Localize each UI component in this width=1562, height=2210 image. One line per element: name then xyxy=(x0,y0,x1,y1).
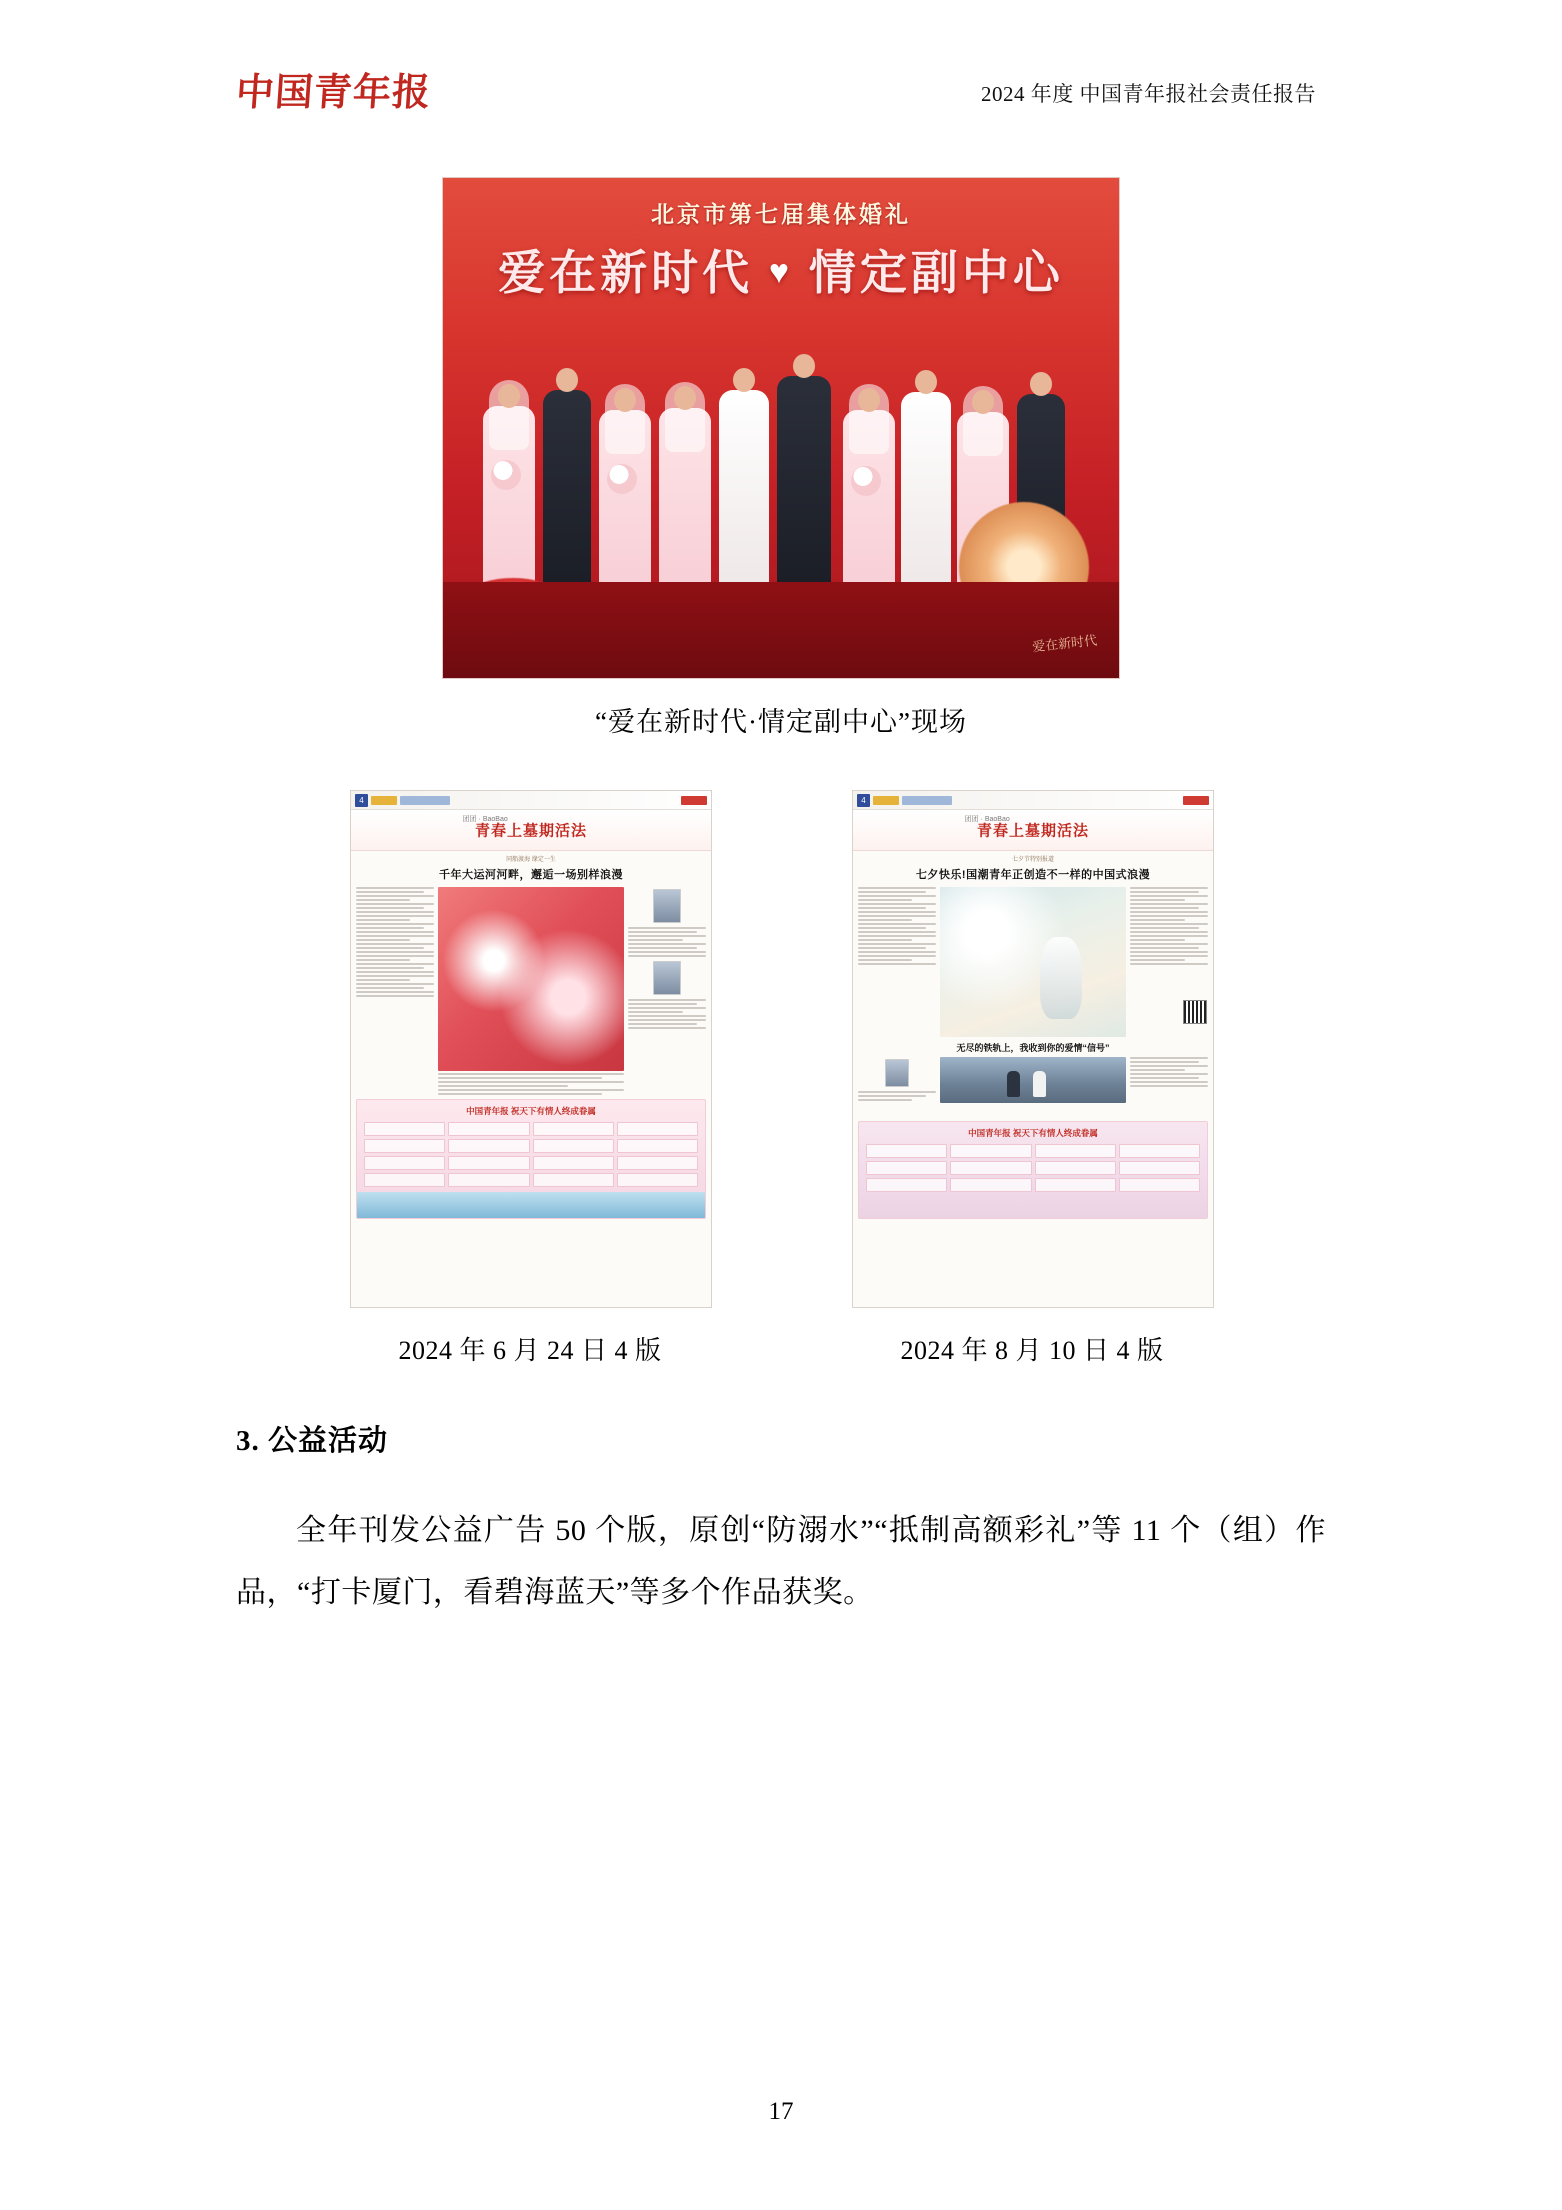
stage-floor xyxy=(443,582,1119,678)
newspaper-page-badge: 4 xyxy=(857,794,870,807)
ad-cell xyxy=(364,1122,445,1136)
page-number: 17 xyxy=(768,2098,794,2125)
bouquet-shape xyxy=(491,460,521,490)
newspaper-kicker: 七夕节特别报道 xyxy=(1011,857,1054,863)
ad-cell xyxy=(1119,1178,1200,1192)
photo-banner-title: 北京市第七届集体婚礼 xyxy=(651,202,911,227)
newspaper-headline: 千年大运河河畔，邂逅一场别样浪漫 xyxy=(439,869,623,881)
ad-cell xyxy=(950,1161,1031,1175)
newspaper-hero-image xyxy=(940,887,1127,1037)
photo-figure xyxy=(843,410,895,586)
newspaper-columns-lower xyxy=(858,1057,1208,1117)
figure-head xyxy=(498,384,520,408)
photo-figure xyxy=(543,390,591,586)
topbar-chip xyxy=(400,796,450,805)
photo-signature: 爱在新时代 xyxy=(1031,632,1098,655)
section-body xyxy=(236,1500,1326,1624)
newspaper-hero-column xyxy=(438,887,625,1095)
ad-cell xyxy=(448,1156,529,1170)
topbar-chip xyxy=(1183,796,1209,805)
ad-cell xyxy=(866,1161,947,1175)
masthead-logo-text: 中国青年报 xyxy=(234,72,433,114)
ad-cell xyxy=(364,1139,445,1153)
ad-cell xyxy=(448,1139,529,1153)
page-header xyxy=(236,50,1326,136)
header-title: 2024 年度 中国青年报社会责任报告 xyxy=(981,82,1316,106)
photo-caption: “爱在新时代·情定副中心”现场 xyxy=(595,707,967,737)
ad-cell xyxy=(617,1156,698,1170)
newspaper-headline: 七夕快乐!国潮青年正创造不一样的中国式浪漫 xyxy=(915,869,1151,881)
photo-banner-slogan-right: 情定副中心 xyxy=(808,248,1064,300)
newspaper-masthead-title: 青春上墓期活法 xyxy=(976,822,1090,840)
newspaper-column xyxy=(628,887,706,1095)
newspaper-body xyxy=(853,850,1213,1307)
qr-code-icon xyxy=(1183,1000,1207,1024)
photo-figure xyxy=(901,392,951,586)
photo-figure xyxy=(599,410,651,586)
newspaper-ad-grid xyxy=(866,1144,1200,1192)
newspaper-caption: 2024 年 6 月 24 日 4 版 xyxy=(398,1336,662,1365)
ad-cell xyxy=(950,1144,1031,1158)
section-heading: 3. 公益活动 xyxy=(236,1425,389,1457)
ad-cell xyxy=(1119,1161,1200,1175)
figure-head xyxy=(556,368,578,392)
newspaper-portrait xyxy=(885,1059,909,1087)
newspaper-page-badge: 4 xyxy=(355,794,368,807)
wedding-photo-container xyxy=(0,178,1562,678)
figure-head xyxy=(674,386,696,410)
photo-figure xyxy=(1033,1071,1046,1097)
newspaper-column xyxy=(356,887,434,1095)
ad-cell xyxy=(1035,1178,1116,1192)
photo-figure xyxy=(659,408,711,586)
newspaper-masthead xyxy=(853,810,1213,851)
newspaper-ad-title: 中国青年报 祝天下有情人终成眷属 xyxy=(968,1128,1098,1138)
newspaper-ad-block xyxy=(858,1121,1208,1219)
topbar-chip xyxy=(902,796,952,805)
ad-cell xyxy=(866,1144,947,1158)
newspaper-sub-headline: 无尽的铁轨上，我收到你的爱情“信号” xyxy=(956,1043,1110,1053)
ad-cell xyxy=(1035,1161,1116,1175)
bouquet-shape xyxy=(607,464,637,494)
photo-figure xyxy=(719,390,769,586)
ad-cell xyxy=(617,1139,698,1153)
ad-cell xyxy=(533,1139,614,1153)
newspaper-column xyxy=(858,887,936,1037)
newspaper-page-august xyxy=(852,790,1214,1308)
newspaper-masthead-title: 青春上墓期活法 xyxy=(474,822,588,840)
newspaper-hero-column xyxy=(940,887,1127,1037)
topbar-chip xyxy=(371,796,397,805)
newspaper-masthead-en: 团团 · BaoBao xyxy=(964,816,1010,823)
newspaper-columns xyxy=(356,887,706,1095)
figure-head xyxy=(733,368,755,392)
newspaper-photo xyxy=(940,1057,1127,1103)
newspaper-column xyxy=(858,1057,936,1117)
newspaper-kicker: 同船渡海 缘定一生 xyxy=(506,857,556,863)
hero-figure-shape xyxy=(1040,937,1081,1020)
figure-head xyxy=(972,390,994,414)
topbar-chip xyxy=(681,796,707,805)
ad-footer-band xyxy=(357,1192,705,1218)
newspaper-portrait xyxy=(653,961,681,995)
newspaper-column xyxy=(1130,1057,1208,1117)
heart-icon: ♥ xyxy=(768,254,794,291)
ad-cell xyxy=(448,1122,529,1136)
ad-cell xyxy=(866,1178,947,1192)
topbar-chip xyxy=(873,796,899,805)
ad-cell xyxy=(448,1173,529,1187)
newspaper-row xyxy=(236,790,1326,1367)
topbar-right xyxy=(681,796,707,805)
newspaper-ad-grid xyxy=(364,1122,698,1187)
newspaper-topbar xyxy=(853,791,1213,810)
newspaper-hero-image xyxy=(438,887,625,1071)
ad-cell xyxy=(364,1156,445,1170)
bouquet-shape xyxy=(851,466,881,496)
newspaper-ad-block xyxy=(356,1099,706,1219)
photo-figure xyxy=(483,406,535,586)
photo-figure-officiant xyxy=(777,376,831,586)
wedding-photo xyxy=(443,178,1119,678)
newspaper-masthead-en: 团团 · BaoBao xyxy=(462,816,508,823)
section-paragraph: 全年刊发公益广告 50 个版，原创“防溺水”“抵制高额彩礼”等 11 个（组）作品，“打卡厦门，看碧海蓝天”等多个作品获奖。 xyxy=(236,1514,1326,1609)
newspaper-caption: 2024 年 8 月 10 日 4 版 xyxy=(900,1336,1164,1365)
figure-head xyxy=(614,388,636,412)
newspaper-ad-title: 中国青年报 祝天下有情人终成眷属 xyxy=(466,1106,596,1116)
newspaper-masthead xyxy=(351,810,711,851)
topbar-right xyxy=(1183,796,1209,805)
ad-cell xyxy=(950,1178,1031,1192)
newspaper-item xyxy=(350,790,710,1367)
newspaper-column xyxy=(940,1057,1127,1117)
newspaper-page-june xyxy=(350,790,712,1308)
ad-cell xyxy=(533,1122,614,1136)
ad-cell xyxy=(533,1156,614,1170)
masthead-logo xyxy=(234,61,433,125)
newspaper-topbar xyxy=(351,791,711,810)
ad-cell xyxy=(1119,1144,1200,1158)
newspaper-columns xyxy=(858,887,1208,1037)
figure-head xyxy=(793,354,815,378)
ad-cell xyxy=(617,1122,698,1136)
newspaper-body xyxy=(351,850,711,1307)
figure-head xyxy=(915,370,937,394)
ad-cell xyxy=(617,1173,698,1187)
ad-cell xyxy=(364,1173,445,1187)
figure-head xyxy=(1030,372,1052,396)
photo-figure xyxy=(1007,1071,1020,1097)
newspaper-item xyxy=(852,790,1212,1367)
figure-head xyxy=(858,388,880,412)
newspaper-portrait xyxy=(653,889,681,923)
ad-cell xyxy=(1035,1144,1116,1158)
photo-banner-slogan-left: 爱在新时代 xyxy=(498,248,754,300)
ad-cell xyxy=(533,1173,614,1187)
photo-banner-slogan xyxy=(443,236,1119,303)
